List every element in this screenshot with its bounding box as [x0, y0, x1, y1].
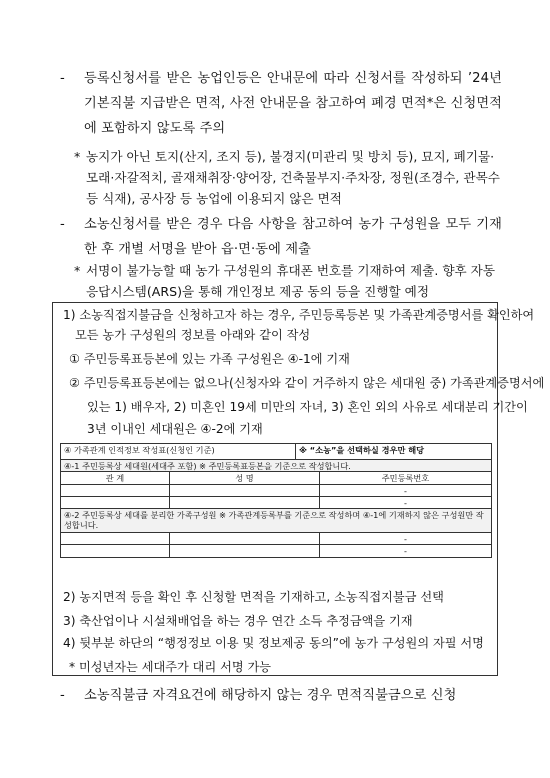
bullet-dash: -: [60, 688, 65, 703]
guidance-line-5: 있는 1) 배우자, 2) 미혼인 19세 미만의 자녀, 3) 혼인 외의 사유로 세대분리 기간이: [87, 400, 528, 414]
guidance-line-6: 3년 이내인 세대원은 ④-2에 기재: [87, 422, 263, 436]
instruction-paragraph-1: [62, 66, 502, 141]
form-section-1-label: ④-1 주민등록상 세대원(세대주 포함) ※ 주민등록표등본을 기준으로 작성합니다.: [64, 461, 351, 471]
form-title-row: [61, 444, 491, 460]
col-relation: 관 계: [105, 473, 125, 483]
guidance-line-2: 모든 농가 구성원의 정보를 아래와 같이 작성: [75, 328, 311, 342]
col-id-number: 주민등록번호: [319, 472, 491, 484]
cell-relation: [61, 497, 169, 508]
cell-id-number: -: [319, 533, 491, 544]
cell-name: [169, 545, 319, 557]
cell-relation: [61, 485, 169, 496]
guidance-line-3: ① 주민등록표등본에 있는 가족 구성원은 ④-1에 기재: [69, 352, 350, 366]
note-text: 서명이 불가능할 때 농가 구성원의 휴대폰 번호를 기재하여 제출. 향후 자동응답시스템(ARS)을 통해 개인정보 제공 동의 등을 진행할 예정: [86, 263, 496, 299]
cell-name: [169, 497, 319, 508]
instruction-text: 등록신청서를 받은 농업인등은 안내문에 따라 신청서를 작성하되 ’24년 기본직불 지급받은 면적, 사전 안내문을 참고하여 폐경 면적*은 신청면적에 포함하지 않도록 주의: [84, 71, 502, 136]
instruction-text: 소농신청서를 받은 경우 다음 사항을 참고하여 농가 구성원을 모두 기재한 후 개별 서명을 받아 읍·면·동에 제출: [84, 217, 502, 257]
guidance-line-8: 3) 축산업이나 시설채배업을 하는 경우 연간 소득 추정금액을 기재: [63, 614, 413, 628]
form-section-1: [61, 460, 491, 472]
family-info-form: [60, 443, 492, 558]
note-1: [62, 146, 502, 209]
form-section-2: [61, 509, 491, 533]
cell-id-number: -: [319, 545, 491, 557]
table-row: [61, 533, 491, 545]
bullet-dash: -: [60, 217, 65, 232]
table-row: [61, 485, 491, 497]
guidance-line-1: 1) 소농직접지불금을 신청하고자 하는 경우, 주민등록등본 및 가족관계증명서를 확인하여: [63, 308, 535, 322]
guidance-line-4: ② 주민등록표등본에는 없으나(신청자와 같이 거주하지 않은 세대원 중) 가족관계증명서에: [69, 376, 545, 390]
cell-name: [169, 533, 319, 544]
bullet-dash: -: [60, 71, 65, 86]
table-row: [61, 545, 491, 557]
cell-name: [169, 485, 319, 496]
cell-id-number: -: [319, 497, 491, 508]
note-2: [62, 260, 502, 302]
instruction-text: 소농직불금 자격요건에 해당하지 않는 경우 면적직불금으로 신청: [84, 688, 457, 703]
form-header-row: [61, 472, 491, 485]
guidance-line-9: 4) 뒷부분 하단의 “행정정보 이용 및 정보제공 동의”에 농가 구성원의 자필 서명: [63, 636, 484, 650]
form-title-note: ※ “소농”을 선택하실 경우만 해당: [295, 444, 491, 459]
instruction-paragraph-2: [62, 212, 502, 262]
form-title: ④ 가족관계 인적정보 작성표(신청인 기준): [64, 445, 215, 455]
note-text: 농지가 아닌 토지(산지, 조지 등), 불경지(미관리 및 방치 등), 묘지, 폐기물·모래·자갈적치, 골재채취장·양어장, 건축물부지·주차장, 정원(조경수, 관목수 등 식재), 공사장 등 농업에 이용되지 않은 면적: [86, 149, 500, 206]
cell-relation: [61, 545, 169, 557]
cell-id-number: -: [319, 485, 491, 496]
col-name: 성 명: [169, 472, 319, 484]
form-section-2-label: ④-2 주민등록상 세대를 분리한 가족구성원 ※ 가족관계등록부를 기준으로 작성하며 ④-1에 기재하지 않은 구성원만 작성합니다.: [64, 510, 484, 530]
note-asterisk: *: [74, 263, 81, 278]
guidance-line-7: 2) 농지면적 등을 확인 후 신청할 면적을 기재하고, 소농직접지불금 선택: [63, 590, 444, 604]
guidance-line-10: * 미성년자는 세대주가 대리 서명 가능: [69, 660, 272, 674]
table-row: [61, 497, 491, 509]
cell-relation: [61, 533, 169, 544]
instruction-paragraph-3: [62, 683, 502, 708]
note-asterisk: *: [74, 149, 81, 164]
